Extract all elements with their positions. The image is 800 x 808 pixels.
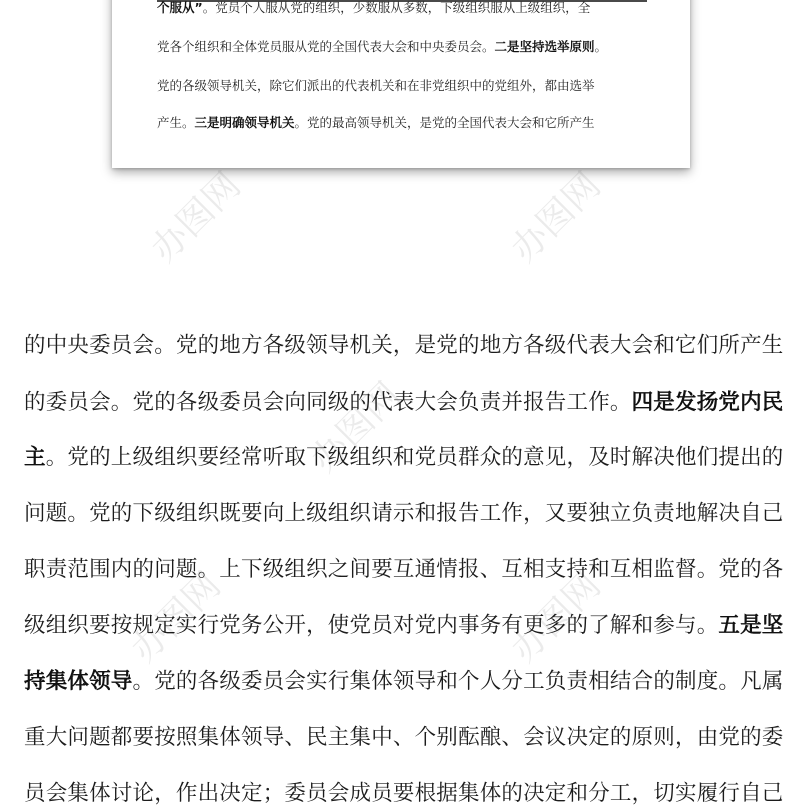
body-line-4 [24, 500, 784, 528]
bold-phrase: 三是明确领导机关 [194, 115, 295, 130]
body-line-9 [24, 780, 784, 808]
text-span: 的中央委员会。党的地方各级领导机关，是党的地方各级代表大会和它们所产生 [24, 333, 784, 358]
body-line-1 [24, 332, 784, 360]
text-span: 产生。 [157, 115, 195, 130]
body-line-5 [24, 556, 784, 584]
text-span: 。党员个人服从党的组织，少数服从多数，下级组织服从上级组织，全 [202, 0, 591, 15]
text-span: 职责范围内的问题。上下级组织之间要互通情报、互相支持和互相监督。党的各 [24, 557, 784, 582]
text-span: 重大问题都要按照集体领导、民主集中、个别酝酿、会议决定的原则，由党的委 [24, 725, 784, 750]
bold-phrase: 个服从” [157, 0, 203, 15]
bold-phrase: 二是坚持选举原则 [494, 39, 595, 54]
text-span: 。党的最高领导机关，是党的全国代表大会和它所产生 [294, 115, 595, 130]
body-line-6 [24, 612, 784, 640]
text-span: 员会集体讨论，作出决定；委员会成员要根据集体的决定和分工，切实履行自己 [24, 781, 784, 806]
text-span: 党各个组织和全体党员服从党的全国代表大会和中央委员会。 [157, 39, 495, 54]
watermark-text: 办图网 [143, 164, 249, 271]
card-line-2 [157, 40, 607, 54]
body-line-3 [24, 444, 784, 472]
bold-phrase: 四是发扬党内民 [631, 390, 784, 415]
card-line-1 [157, 1, 590, 15]
watermark-text: 办图网 [303, 374, 409, 481]
document-card [112, 0, 690, 168]
watermark-text: 办图网 [123, 564, 229, 671]
bold-phrase: 五是坚 [718, 613, 784, 638]
text-span: 。党的上级组织要经常听取下级组织和党员群众的意见，及时解决他们提出的 [45, 445, 784, 470]
bold-phrase: 主 [24, 445, 46, 470]
body-line-8 [24, 724, 784, 752]
text-span: 。党的各级委员会实行集体领导和个人分工负责相结合的制度。凡属 [132, 669, 784, 694]
text-span: 的委员会。党的各级委员会向同级的代表大会负责并报告工作。 [24, 390, 632, 415]
card-line-4 [157, 116, 595, 130]
text-span: 党的各级领导机关，除它们派出的代表机关和在非党组织中的党组外，都由选举 [157, 78, 595, 93]
body-line-7 [24, 668, 784, 696]
bold-phrase: 持集体领导 [24, 669, 133, 694]
body-line-2 [24, 389, 784, 417]
text-span: 。 [594, 39, 608, 54]
card-line-3 [157, 79, 595, 93]
text-span: 问题。党的下级组织既要向上级组织请示和报告工作，又要独立负责地解决自己 [24, 501, 784, 526]
text-span: 级组织要按规定实行党务公开，使党员对党内事务有更多的了解和参与。 [24, 613, 719, 638]
watermark-text: 办图网 [503, 564, 609, 671]
watermark-text: 办图网 [503, 164, 609, 271]
